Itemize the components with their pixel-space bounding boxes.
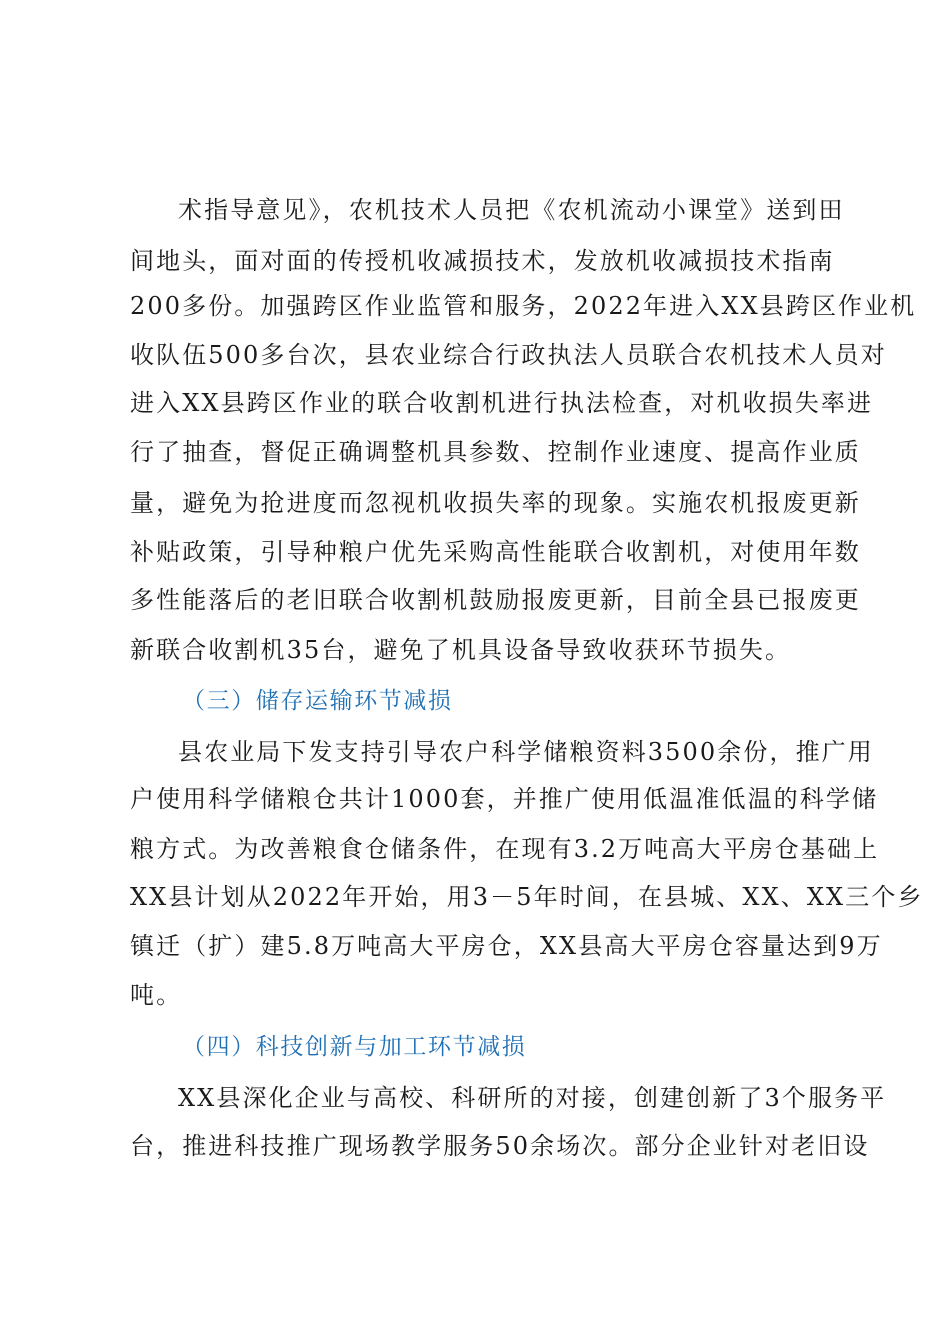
- paragraph-line: 户使用科学储粮仓共计1000套，并推广使用低温准低温的科学储: [130, 785, 879, 813]
- paragraph-line: 进入XX县跨区作业的联合收割机进行执法检查，对机收损失率进: [130, 389, 874, 417]
- paragraph-line: 吨。: [130, 981, 183, 1009]
- paragraph-line: 镇迁（扩）建5.8万吨高大平房仓，XX县高大平房仓容量达到9万: [130, 932, 883, 960]
- paragraph-line: 行了抽查，督促正确调整机具参数、控制作业速度、提高作业质: [130, 438, 861, 466]
- paragraph-line: 补贴政策，引导种粮户优先采购高性能联合收割机，对使用年数: [130, 538, 861, 566]
- section-heading-storage-transport: （三）储存运输环节减损: [182, 688, 453, 714]
- paragraph-line: 多性能落后的老旧联合收割机鼓励报废更新，目前全县已报废更: [130, 586, 861, 614]
- paragraph-line: 台，推进科技推广现场教学服务50余场次。部分企业针对老旧设: [130, 1132, 870, 1160]
- section-heading-tech-innovation: （四）科技创新与加工环节减损: [182, 1034, 527, 1060]
- paragraph-line: 200多份。加强跨区作业监管和服务，2022年进入XX县跨区作业机: [130, 292, 917, 320]
- paragraph-line: 收队伍500多台次，县农业综合行政执法人员联合农机技术人员对: [130, 341, 887, 369]
- paragraph-line: 间地头，面对面的传授机收减损技术，发放机收减损技术指南: [130, 247, 835, 275]
- paragraph-line: 术指导意见》，农机技术人员把《农机流动小课堂》送到田: [178, 196, 845, 224]
- paragraph-line: XX县计划从2022年开始，用3－5年时间，在县城、XX、XX三个乡: [130, 883, 924, 911]
- paragraph-line: 粮方式。为改善粮食仓储条件，在现有3.2万吨高大平房仓基础上: [130, 835, 880, 863]
- paragraph-line: 新联合收割机35台，避免了机具设备导致收获环节损失。: [130, 636, 792, 664]
- paragraph-line: 量，避免为抢进度而忽视机收损失率的现象。实施农机报废更新: [130, 489, 861, 517]
- paragraph-line: XX县深化企业与高校、科研所的对接，创建创新了3个服务平: [178, 1084, 887, 1112]
- paragraph-line: 县农业局下发支持引导农户科学储粮资料3500余份，推广用: [178, 738, 874, 766]
